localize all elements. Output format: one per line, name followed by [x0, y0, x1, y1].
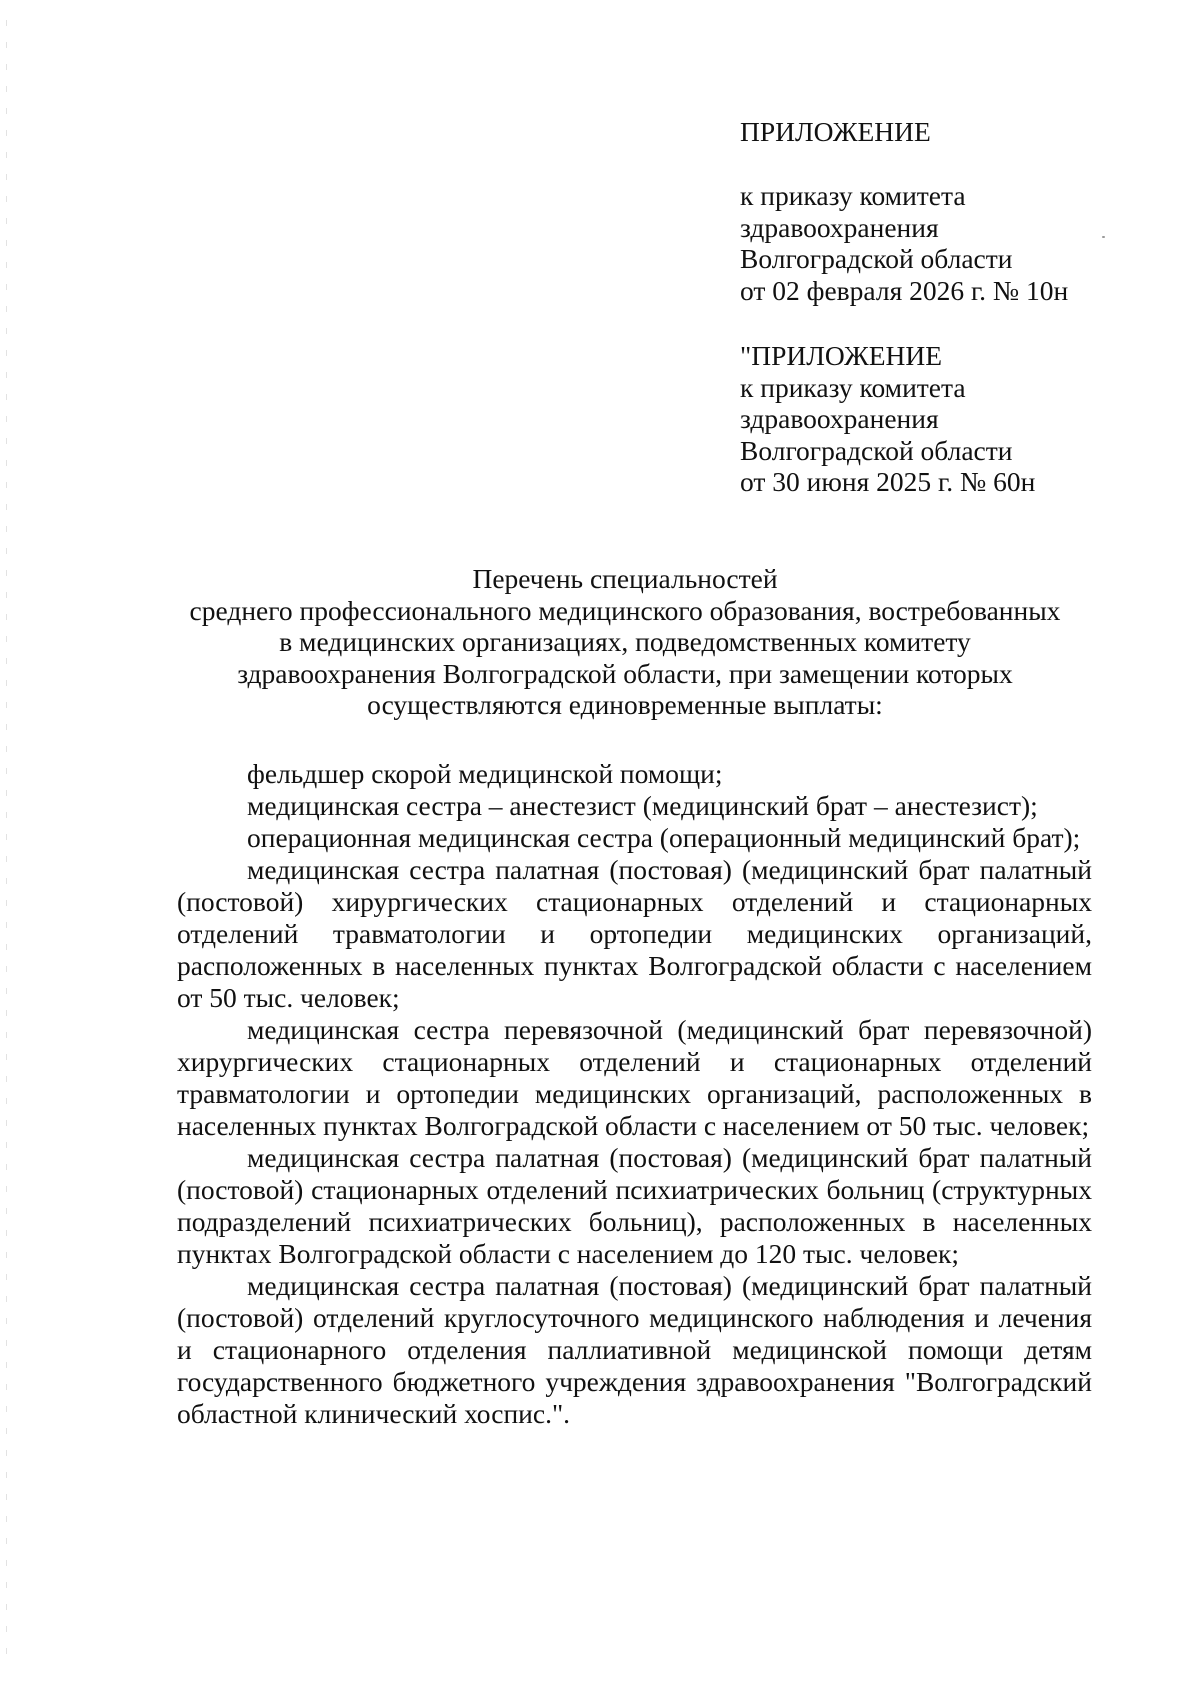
order-reference-line: здравоохранения — [740, 211, 939, 243]
list-title-line: в медицинских организациях, подведомственных комитету — [279, 626, 971, 657]
list-item: медицинская сестра палатная (постовая) (медицинский брат палатный (постовой) хирургических стационарных отделений и стационарных отделений травматологии и ортопедии медицинских организаций, расположенных в населенных пунктах Волгоградской области с населением от 50 тыс. человек; — [177, 854, 1092, 1013]
list-title-line: осуществляются единовременные выплаты: — [367, 689, 883, 720]
order-reference-date: от 02 февраля 2026 г. № 10н — [740, 274, 1069, 306]
list-item: операционная медицинская сестра (операционный медицинский брат); — [247, 822, 1081, 853]
list-item: медицинская сестра перевязочной (медицинский брат перевязочной) хирургических стационарных отделений и стационарных отделений травматологии и ортопедии медицинских организаций, расположенных в населенных пунктах Волгоградской области с населением от 50 тыс. человек; — [177, 1014, 1092, 1141]
quoted-appendix-line: к приказу комитета — [740, 371, 966, 403]
list-title-line: Перечень специальностей — [472, 563, 778, 594]
order-reference-line: Волгоградской области — [740, 243, 1013, 274]
list-title — [160, 563, 1090, 721]
appendix-title: ПРИЛОЖЕНИЕ — [740, 116, 931, 147]
quoted-appendix-line: Волгоградской области — [740, 434, 1013, 466]
specialties-list — [177, 758, 1092, 1430]
appendix-heading — [740, 116, 1160, 148]
quoted-appendix-date: от 30 июня 2025 г. № 60н — [740, 466, 1036, 497]
order-reference-line: к приказу комитета — [740, 180, 966, 211]
list-title-line: здравоохранения Волгоградской области, при замещении которых — [237, 657, 1013, 689]
list-item: фельдшер скорой медицинской помощи; — [247, 758, 723, 789]
list-item: медицинская сестра палатная (постовая) (медицинский брат палатный (постовой) стационарных отделений психиатрических больниц (структурных подразделений психиатрических больниц), расположенных в населенных пунктах Волгоградской области с населением до 120 тыс. человек; — [177, 1142, 1092, 1269]
order-reference — [740, 180, 1160, 306]
list-item: медицинская сестра – анестезист (медицинский брат – анестезист); — [247, 790, 1038, 821]
quoted-appendix-title: "ПРИЛОЖЕНИЕ — [740, 340, 943, 371]
scan-edge-artifact — [6, 20, 7, 1660]
list-item: медицинская сестра палатная (постовая) (медицинский брат палатный (постовой) отделений круглосуточного медицинского наблюдения и лечения и стационарного отделения паллиативной медицинской помощи детям государственного бюджетного учреждения здравоохранения "Волгоградский областной клинический хоспис.". — [177, 1270, 1092, 1429]
list-title-line: среднего профессионального медицинского образования, востребованных — [189, 594, 1061, 626]
quoted-appendix-line: здравоохранения — [740, 403, 939, 434]
quoted-appendix-reference — [740, 340, 1160, 498]
